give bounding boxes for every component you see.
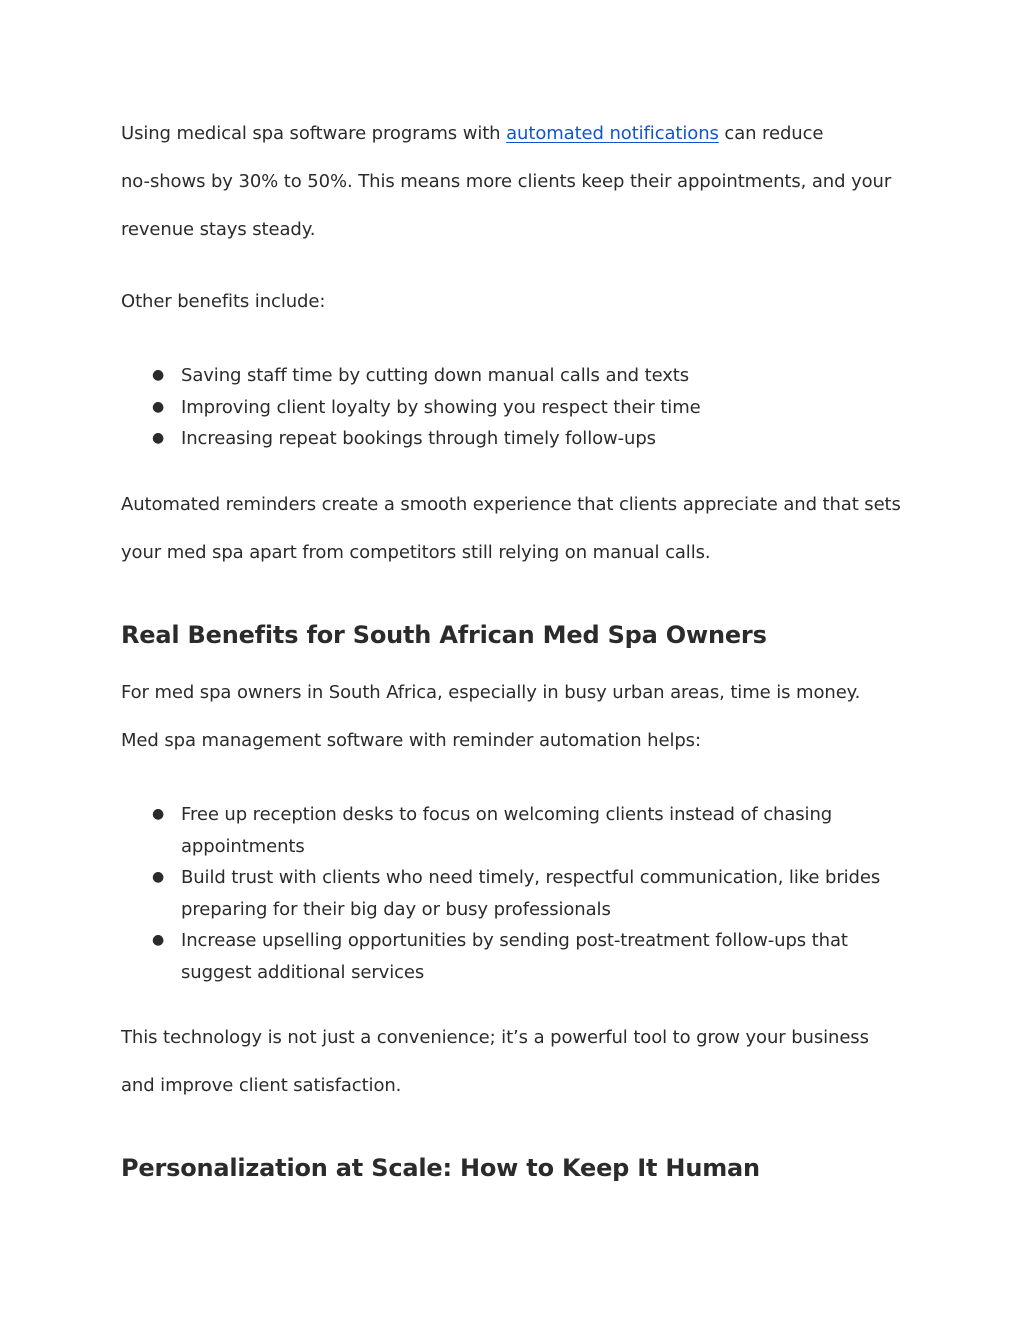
summary-line-1: Automated reminders create a smooth experience that clients appreciate and that sets <box>121 494 901 515</box>
list-item <box>121 423 911 455</box>
list-item-text: Free up reception desks to focus on welcoming clients instead of chasing <box>181 804 833 825</box>
list-item-text: preparing for their big day or busy professionals <box>181 898 611 920</box>
intro-text: Using medical spa software programs with <box>121 123 507 144</box>
closing-line-1: This technology is not just a convenience; it’s a powerful tool to grow your business <box>121 1027 869 1048</box>
list-item-text: Build trust with clients who need timely, respectful communication, like brides <box>181 867 881 888</box>
bullet-icon: ● <box>152 430 165 446</box>
automated-notifications-link[interactable]: automated notifications <box>506 123 719 144</box>
benefits-list <box>121 360 911 455</box>
list-item <box>121 360 911 392</box>
summary-paragraph <box>121 481 911 577</box>
bullet-icon: ● <box>152 398 165 415</box>
list-item-text: suggest additional services <box>181 961 425 983</box>
section-heading-south-africa: Real Benefits for South African Med Spa Owners <box>121 621 767 649</box>
intro-paragraph <box>121 110 911 254</box>
section1-paragraph <box>121 669 911 765</box>
intro-line-1 <box>121 110 911 158</box>
intro-line-2: no-shows by 30% to 50%. This means more clients keep their appointments, and your <box>121 171 892 192</box>
bullet-icon: ● <box>152 367 165 383</box>
section-heading-personalization: Personalization at Scale: How to Keep It Human <box>121 1154 760 1182</box>
closing-line-2: and improve client satisfaction. <box>121 1075 402 1096</box>
list-item <box>121 925 911 988</box>
benefits-intro-text: Other benefits include: <box>121 291 326 312</box>
bullet-icon: ● <box>152 932 165 948</box>
list-item-text: appointments <box>181 835 305 857</box>
intro-line-3: revenue stays steady. <box>121 219 316 240</box>
list-item-text: Increase upselling opportunities by sending post-treatment follow-ups that <box>181 930 848 951</box>
intro-text-after-link: can reduce <box>718 123 824 144</box>
list-item-text: Improving client loyalty by showing you respect their time <box>181 396 701 418</box>
list-item-text: Saving staff time by cutting down manual calls and texts <box>181 365 690 386</box>
list-item <box>121 862 911 925</box>
list-item <box>121 392 911 424</box>
section1-line-2: Med spa management software with reminder automation helps: <box>121 730 701 751</box>
bullet-icon: ● <box>152 806 165 822</box>
benefits-intro <box>121 278 911 326</box>
list-item <box>121 799 911 862</box>
list-item-text: Increasing repeat bookings through timely follow-ups <box>181 428 656 449</box>
section1-benefits-list <box>121 799 911 988</box>
section1-closing-paragraph <box>121 1014 911 1110</box>
section1-line-1: For med spa owners in South Africa, especially in busy urban areas, time is money. <box>121 682 861 703</box>
bullet-icon: ● <box>152 869 165 885</box>
summary-line-2: your med spa apart from competitors still relying on manual calls. <box>121 542 711 563</box>
